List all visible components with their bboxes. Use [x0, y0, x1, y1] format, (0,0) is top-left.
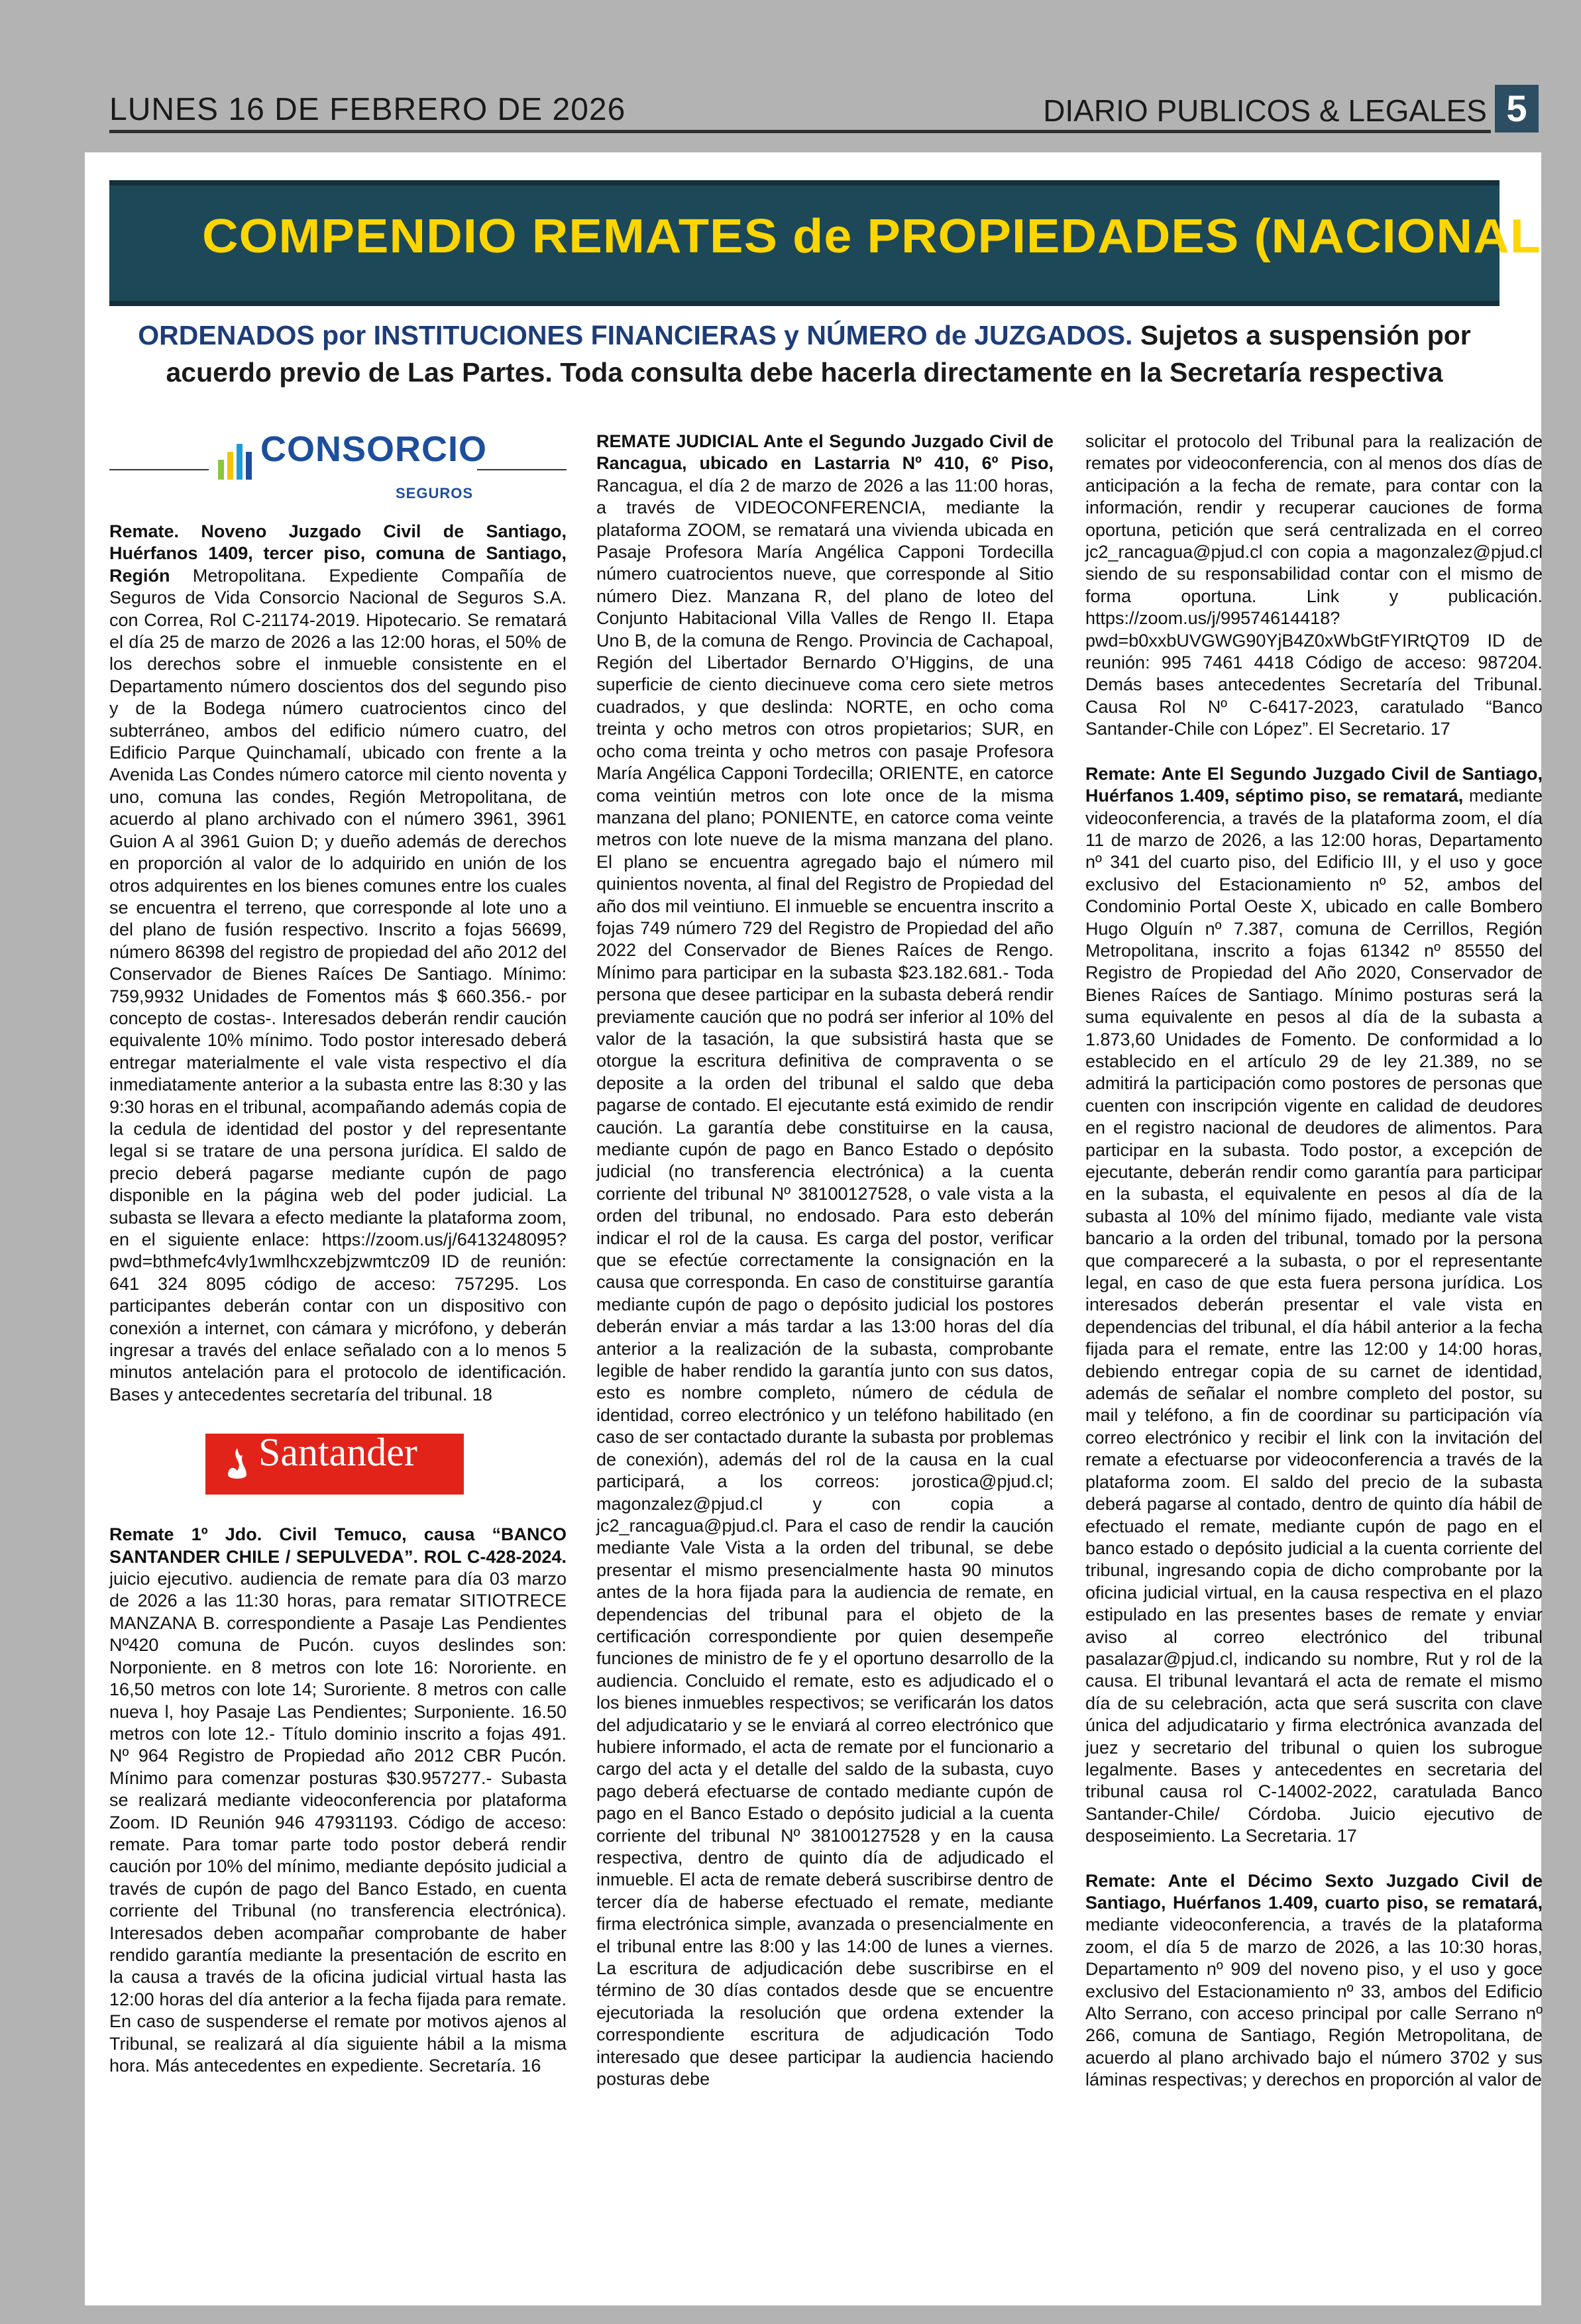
section-subtitle — [109, 317, 1499, 391]
notice-heading: Remate 1º Jdo. Civil Temuco, causa “BANCO SANTANDER CHILE / SEPULVEDA”. ROL C-428-2024. — [109, 1524, 567, 1567]
notice-consorcio — [109, 521, 567, 1406]
notice-body: mediante videoconferencia, a través de la plataforma zoom, el día 11 de marzo de 2026, a las 12:00 horas, Departamento nº 341 del cuarto piso, del Edificio III, y el uso y goce exclusivo del Estacionamiento nº 52, ambos del Condominio Portal Oeste X, ubicado en calle Bombero Hugo Olguín nº 7.387, comuna de Cerrillos, Región Metropolitana, inscrito a fojas 61342 nº 85550 del Registro de Propiedad del Año 2020, Conservador de Bienes Raíces de Santiago. Mínimo posturas será la suma equivalente en pesos al día de la subasta a 1.873,60 Unidades de Fomento. De conformidad a lo establecido en el artículo 29 de ley 21.389, no se admitirá la participación como postores de personas que cuenten con inscripción vigente en calidad de deudores en el registro nacional de deudores de alimentos. Para participar en la subasta. Todo postor, a excepción de ejecutante, deberán rendir como garantía para participar en la subasta, el equivalente en pesos al día de la subasta al 10% del mínimo fijado, mediante vale vista bancario a la orden del tribunal, tomado por la persona que compareceré a la subasta, o por el representante legal, en caso de que esta fuera persona jurídica. Los interesados deberán presentar el vale vista en dependencias del tribunal, el día hábil anterior a la fecha fijada para el remate, entre las 12:00 y 14:00 horas, debiendo entregar copia de su carnet de identidad, además de señalar el nombre completo del postor, su mail y teléfono, a fin de coordinar su participación vía correo electrónico y recibir el link con la invitación del remate a efectuarse por videoconferencia a través de la plataforma zoom. El saldo del precio de la subasta deberá pagarse al contado, dentro de quinto día hábil de efectuado el remate, mediante cupón de pago en el banco estado o depósito judicial a la cuenta corriente del tribunal, ingresando copia de dicho comprobante por la oficina judicial virtual, en la causa respectiva en el plazo estipulado en las presentes bases de remate y enviar aviso al correo electrónico del tribunal pasalazar@pjud.cl, indicando su nombre, Rut y rol de la causa. El tribunal levantará el acta de remate el mismo día de su celebración, acta que será suscrita con clave única del adjudicatario y firma electrónica avanzada del juez y secretario del tribunal o quien los subrogue legalmente. Bases y antecedentes en secretaria del tribunal causa rol C-14002-2022, caratulada Banco Santander-Chile/ Córdoba. Juicio ejecutivo de desposeimiento. La Secretaria. 17 — [1085, 786, 1543, 1846]
consorcio-subwordmark: SEGUROS — [396, 485, 474, 502]
notice-heading: Remate. Noveno Juzgado Civil de Santiago, Huérfanos 1409, tercer piso, comuna de Santiago, Región — [109, 521, 567, 586]
santander-wordmark: Santander — [258, 1430, 417, 1475]
notice-rancagua — [596, 431, 1054, 2090]
notice-heading: Remate: Ante el Décimo Sexto Juzgado Civil de Santiago, Huérfanos 1.409, cuarto piso, se rematará, — [1085, 1870, 1543, 1913]
subtitle-emphasis: ORDENADOS por INSTITUCIONES FINANCIERAS y NÚMERO de JUZGADOS. — [138, 320, 1133, 350]
column-2 — [596, 431, 1054, 2113]
notice-santander-temuco — [109, 1524, 567, 2077]
notice-body: mediante videoconferencia, a través de la plataforma zoom, el día 5 de marzo de 2026, a las 10:30 horas, Departamento nº 909 del noveno piso, y el uso y goce exclusivo del Estacionamiento nº 33, ambos del Edificio Alto Serrano, con acceso principal por calle Serrano nº 266, comuna de Santiago, Región Metropolitana, de acuerdo al plano archivado bajo el número 3702 y sus láminas respectivas; y derechos en proporción al valor de — [1085, 1915, 1543, 2090]
consorcio-wordmark: CONSORCIO — [260, 429, 488, 469]
masthead — [0, 0, 1581, 152]
flame-icon — [224, 1447, 250, 1483]
logo-rule-left — [109, 469, 209, 470]
notice-heading: REMATE JUDICIAL Ante el Segundo Juzgado Civil de Rancagua, ubicado en Lastarria Nº 410, 6º Piso, — [596, 431, 1054, 474]
santander-logo — [109, 1428, 567, 1508]
notice-body: Rancagua, el día 2 de marzo de 2026 a las 11:00 horas, a través de VIDEOCONFERENCIA, mediante la plataforma ZOOM, se rematará una vivienda ubicada en Pasaje Profesora María Angélica Capponi Tordecilla número cuatrocientos nueve, que corresponde al Sitio número Diez. Manzana R, del plano de loteo del Conjunto Habitacional Villa Valles de Rengo II. Etapa Uno B, de la comuna de Rengo. Provincia de Cachapoal, Región del Libertador Bernardo O’Higgins, de una superficie de ciento diecinueve coma cero siete metros cuadrados, y que deslinda: NORTE, en ocho coma treinta y ocho metros con otros propietarios; SUR, en ocho coma treinta y ocho metros con pasaje Profesora María Angélica Capponi Tordecilla; ORIENTE, en catorce coma veintiún metros con lote once de la misma manzana del plano; PONIENTE, en catorce coma veinte metros con lote nueve de la misma manzana del plano. El plano se encuentra agregado bajo el número mil quinientos noventa, al final del Registro de Propiedad del año dos mil veintiuno. El inmueble se encuentra inscrito a fojas 749 número 729 del Registro de Propiedad del año 2022 del Conservador de Bienes Raíces de Rengo. Mínimo para participar en la subasta $23.182.681.- Toda persona que desee participar en la subasta deberá rendir previamente caución que no podrá ser inferior al 10% del valor de la tasación, la que subsistirá hasta que se otorgue la escritura definitiva de compraventa o se deposite a la orden del tribunal el saldo que deba pagarse de contado. El ejecutante está eximido de rendir caución. La garantía debe constituirse en la causa, mediante cupón de pago en Banco Estado o depósito judicial (no transferencia electrónica) a la cuenta corriente del tribunal Nº 38100127528, o vale vista a la orden del tribunal, no endosado. Para esto deberán indicar el rol de la causa. Es carga del postor, verificar que se efectúe correctamente la consignación en la causa que corresponda. En caso de constituirse garantía mediante cupón de pago o depósito judicial los postores deberán enviar a más tardar a las 13:00 horas del día anterior a la realización de la subasta, comprobante legible de haber rendido la garantía junto con sus datos, esto es nombre completo, número de cédula de identidad, correo electrónico y un teléfono habilitado (en caso de ser contactado durante la subasta por problemas de conexión), además del rol de la causa en la cual participará, a los correos: jorostica@pjud.cl; magonzalez@pjud.cl y con copia a jc2_rancagua@pjud.cl. Para el caso de rendir la caución mediante Vale Vista a la orden del tribunal, se debe presentar el mismo presencialmente hasta 90 minutos antes de la hora fijada para la audiencia de remate, en dependencias del tribunal para el objeto de la certificación correspondiente por quien desempeñe funciones de ministro de fe y el oportuno desarrollo de la audiencia. Concluido el remate, esto es adjudicado el o los bienes inmuebles respectivos; se verificarán los datos del adjudicatario y se le enviará al correo electrónico que hubiere informado, el acta de remate por el funcionario a cargo del acta y el detalle del saldo de la subasta, cuyo pago deberá efectuarse de contado mediante cupón de pago en el Banco Estado o depósito judicial a la cuenta corriente del tribunal Nº 38100127528 y en la causa respectiva, dentro de quinto día de adjudicado el inmueble. El acta de remate deberá suscribirse dentro de tercer día de haberse efectuado el remate, mediante firma electrónica simple, avanzada o presencialmente en el tribunal entre las 8:00 y las 14:00 de lunes a viernes. La escritura de adjudicación debe suscribirse en el término de 30 días contados desde que se encuentre ejecutoriada la resolución que ordena extender la correspondiente escritura de adjudicación Todo interesado que desee participar la audiencia haciendo posturas debe — [596, 475, 1054, 2089]
masthead-rule — [109, 130, 1491, 133]
column-1 — [109, 431, 567, 2099]
notice-body: Metropolitana. Expediente Compañía de Seguros de Vida Consorcio Nacional de Seguros S.A. con Correa, Rol C-21174-2019. Hipotecario. Se rematará el día 25 de marzo de 2026 a las 12:00 horas, el 50% de los derechos sobre el inmueble consistente en el Departamento número doscientos dos del segundo piso y de la Bodega número cuatrocientos cinco del subterráneo, ambos del edificio número cuatro, del Edificio Parque Quinchamalí, ubicado con frente a la Avenida Las Condes número catorce mil ciento noventa y uno, comuna las condes, Región Metropolitana, de acuerdo al plano archivado con el número 3961, 3961 Guion A al 3961 Guion D; y dueño además de derechos en proporción al valor de lo adquirido en unión de los otros adquirentes en los bienes comunes entre los cuales se encuentra el terreno, que corresponde al lote uno a del plano de fusión respectivo. Inscrito a fojas 56699, número 86398 del registro de propiedad del año 2012 del Conservador de Bienes Raíces De Santiago. Mínimo: 759,9932 Unidades de Fomentos más $ 660.356.- por concepto de costas-. Interesados deberán rendir caución equivalente 10% mínimo. Todo postor interesado deberá entregar materialmente el vale vista respectivo el día inmediatamente anterior a la subasta entre las 8:30 y las 9:30 horas en el tribunal, acompañando además copia de la cedula de identidad del postor y del representante legal si se tratare de una persona jurídica. El saldo de precio deberá pagarse mediante cupón de pago disponible en la página web del poder judicial. La subasta se llevara a efecto mediante la plataforma zoom, en el siguiente enlace: https://zoom.us/j/6413248095?pwd=bthmefc4vly1wmlhcxzebjzwmtcz09 ID de reunión: 641 324 8095 código de acceso: 757295. Los participantes deberán contar con un dispositivo con conexión a internet, con cámara y micrófono, y deberán ingresar a través del enlace señalado con a lo menos 5 minutos antelación para el protocolo de identificación. Bases y antecedentes secretaría del tribunal. 18 — [109, 565, 567, 1404]
notice-body: juicio ejecutivo. audiencia de remate para día 03 marzo de 2026 a las 11:30 horas, para rematar SITIOTRECE MANZANA B. correspondiente a Pasaje Las Pendientes Nº420 comuna de Pucón. cuyos deslindes son: Norponiente. en 8 metros con lote 16: Nororiente. en 16,50 metros con lote 14; Suroriente. 8 metros con calle nueva l, hoy Pasaje Las Pendientes; Surponiente. 16.50 metros con lote 12.- Título dominio inscrito a fojas 491. Nº 964 Registro de Propiedad año 2012 CBR Pucón. Mínimo para comenzar posturas $30.957277.- Subasta se realizará mediante videoconferencia por plataforma Zoom. ID Reunión 946 47931193. Código de acceso: remate. Para tomar parte todo postor deberá rendir caución por 10% del mínimo, mediante depósito judicial a través de cupón de pago del Banco Estado, en cuenta corriente del Tribunal (no transferencia electrónica). Interesados deben acompañar comprobante de haber rendido garantía mediante la presentación de escrito en la causa a través de la oficina judicial virtual hasta las 12:00 horas del día anterior a la fecha fijada para remate. En caso de suspenderse el remate por motivos ajenos al Tribunal, se realizará al día siguiente hábil a la misma hora. Más antecedentes en expediente. Secretaría. 16 — [109, 1569, 567, 2076]
newspaper-name: DIARIO PUBLICOS & LEGALES — [1043, 93, 1487, 128]
section-title: COMPENDIO REMATES de PROPIEDADES (NACIONAL — [202, 210, 1542, 263]
column-3 — [1085, 431, 1543, 2114]
santander-badge — [205, 1430, 464, 1495]
consorcio-logo — [109, 431, 567, 517]
consorcio-emblem-icon — [214, 437, 260, 484]
notice-heading: Remate: Ante El Segundo Juzgado Civil de Santiago, Huérfanos 1.409, séptimo piso, se rematará, — [1085, 763, 1543, 806]
page-number: 5 — [1495, 85, 1539, 132]
subtitle-text: Sujetos a suspensión por acuerdo previo de Las Partes. Toda consulta debe hacerla directamente en la Secretaría respectiva — [166, 320, 1471, 388]
notice-segundo-juzgado-santiago — [1085, 763, 1543, 1848]
issue-date: LUNES 16 DE FEBRERO DE 2026 — [109, 92, 626, 127]
logo-rule-right — [477, 469, 567, 470]
notice-rancagua-continued: solicitar el protocolo del Tribunal para la realización de remates por videoconferencia, con al menos dos días de anticipación a la fecha de remate, para contar con la información, rendir y recuperar cauciones de forma oportuna, petición que será centralizada en el correo jc2_rancagua@pjud.cl con copia a magonzalez@pjud.cl siendo de su responsabilidad contar con el mismo de forma oportuna. Link y publicación. https://zoom.us/j/99574614418?pwd=b0xxbUVGWG90YjB4Z0xWbGtFYIRtQT09 ID de reunión: 995 7461 4418 Código de acceso: 987204. Demás bases antecedentes Secretaría del Tribunal. Causa Rol Nº C-6417-2023, caratulado “Banco Santander-Chile con López”. El Secretario. 17 — [1085, 431, 1543, 739]
notice-decimo-sexto-juzgado — [1085, 1870, 1543, 2091]
section-banner — [109, 180, 1542, 306]
